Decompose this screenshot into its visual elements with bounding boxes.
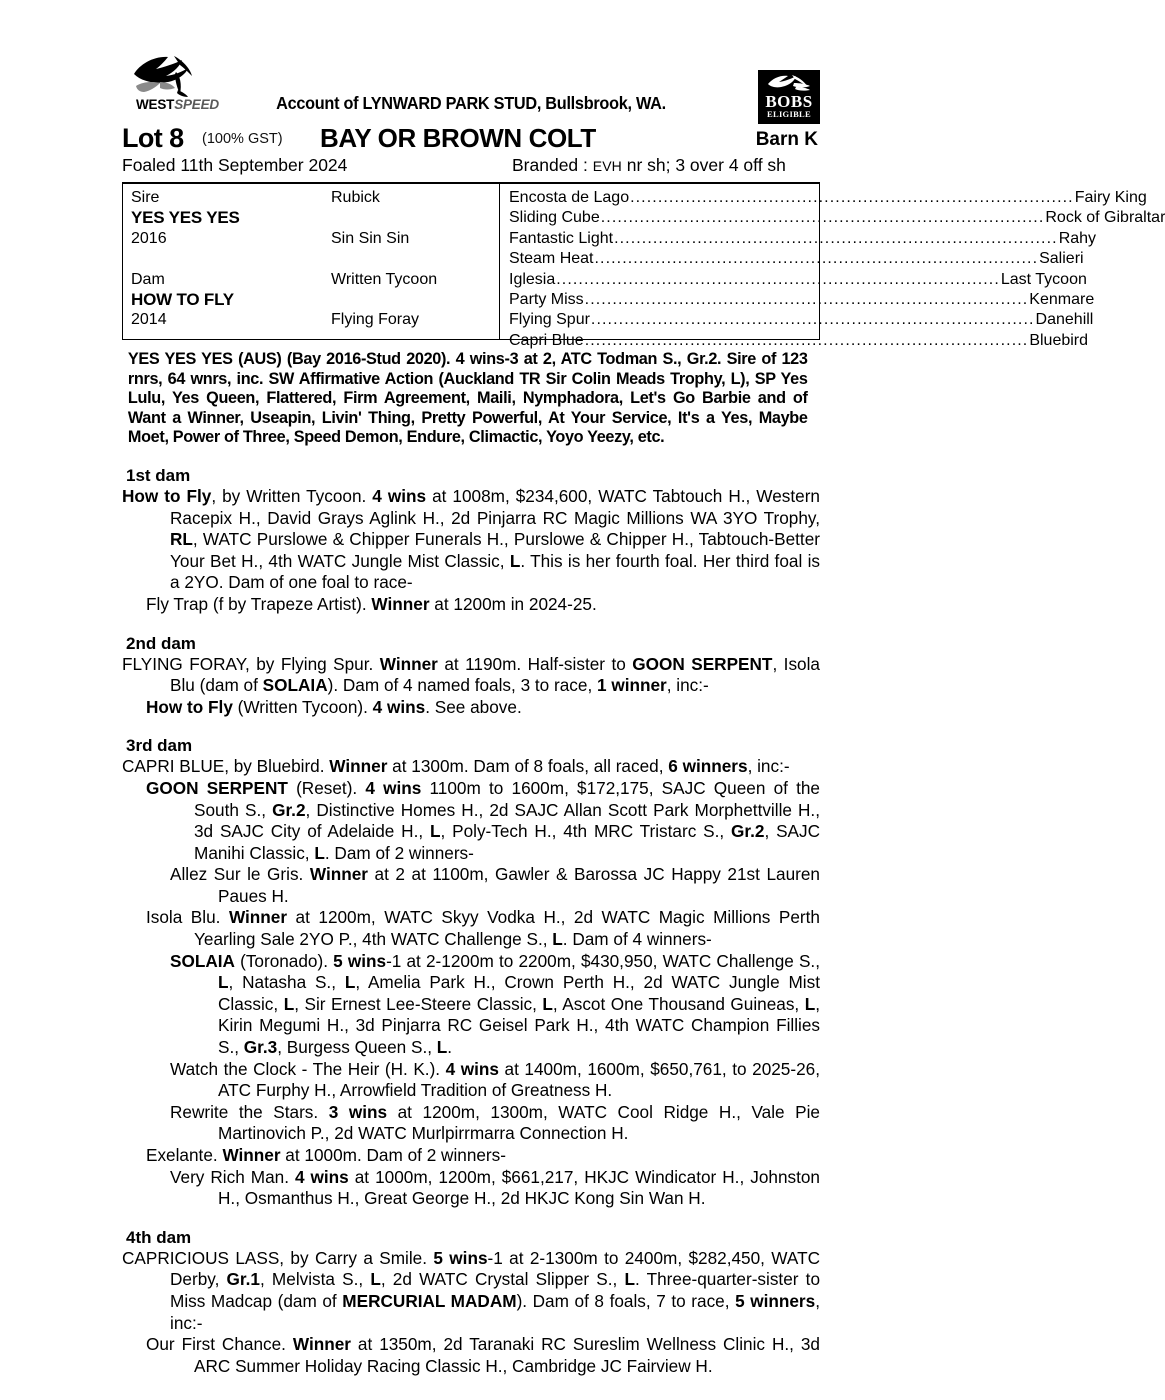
westspeed-word-speed: SPEED	[174, 97, 219, 112]
great-grandparent-dam: Kenmare	[1029, 290, 1095, 308]
lot-number: Lot 8	[122, 123, 184, 153]
pedigree-entry: CAPRI BLUE, by Bluebird. Winner at 1300m. Dam of 8 foals, all raced, 6 winners, inc:-	[122, 756, 790, 777]
page-header	[122, 52, 820, 124]
great-grandparent-sire: Fantastic Light	[509, 229, 614, 247]
great-grandparent-sire: Iglesia	[509, 270, 556, 288]
sire-sire: Rubick	[331, 189, 380, 206]
dam-section-heading: 2nd dam	[126, 633, 196, 653]
pedigree-spacer-4	[331, 249, 501, 269]
dot-leader: ................................................................................	[556, 270, 1000, 288]
pedigree-entry: SOLAIA (Toronado). 5 wins-1 at 2-1200m to 2200m, $430,950, WATC Challenge S., L, Natasha S., L, Amelia Park H., Crown Perth H., 2d WATC Jungle Mist Classic, L, Sir Ernest Lee-Steere Classic, L, Ascot One Thousand Guineas, L, Kirin Megumi H., 3d Pinjarra RC Geisel Park H., 4th WATC Champion Fillies S., Gr.3, Burgess Queen S., L.	[170, 950, 820, 1058]
great-grandparent-dam: Last Tycoon	[1000, 270, 1087, 288]
great-grandparent-dam: Fairy King	[1074, 189, 1147, 206]
account-line: Account of LYNWARD PARK STUD, Bullsbrook, WA.	[276, 93, 666, 113]
great-grandparent-sire: Steam Heat	[509, 250, 594, 268]
sire-year: 2016	[131, 229, 167, 247]
pedigree-entry: How to Fly (Written Tycoon). 4 wins. See above.	[146, 696, 522, 717]
branded-prefix: Branded :	[512, 155, 593, 175]
dam-name: HOW TO FLY	[131, 289, 234, 309]
great-grandparent-dam: Rock of Gibraltar	[1045, 209, 1165, 227]
pedigree-spacer-2	[131, 331, 331, 351]
pedigree-great-grandparent-row	[509, 208, 1165, 228]
bobs-eligible-label: ELIGIBLE	[767, 109, 811, 119]
pedigree-entry: Watch the Clock - The Heir (H. K.). 4 wins at 1400m, 1600m, $650,761, to 2025-26, ATC Furphy H., Arrowfield Tradition of Greatness H.	[170, 1058, 820, 1101]
pedigree-column-great-grandparents	[509, 188, 1165, 351]
foaled-date: Foaled 11th September 2024	[122, 155, 348, 175]
pedigree-great-grandparent-row	[509, 290, 1095, 310]
great-grandparent-sire: Sliding Cube	[509, 209, 600, 227]
great-grandparent-dam: Bluebird	[1029, 331, 1089, 349]
colour-and-sex: BAY OR BROWN COLT	[320, 123, 596, 153]
branded-rest: nr sh; 3 over 4 off sh	[621, 155, 786, 175]
pedigree-entry: CAPRICIOUS LASS, by Carry a Smile. 5 wins-1 at 2-1300m to 2400m, $282,450, WATC Derby, Gr.1, Melvista S., L, 2d WATC Crystal Slipper S., L. Three-quarter-sister to Miss Madcap (dam of MERCURIAL MADAM). Dam of 8 foals, 7 to race, 5 winners, inc:-	[122, 1247, 821, 1333]
pedigree-entry: Exelante. Winner at 1000m. Dam of 2 winners-	[146, 1145, 506, 1165]
pedigree-spacer-1	[131, 249, 331, 269]
catalogue-sheet	[122, 52, 1165, 1377]
pedigree-table	[122, 182, 1165, 349]
sire-summary-paragraph: YES YES YES (AUS) (Bay 2016-Stud 2020). 4 wins-3 at 2, ATC Todman S., Gr.2. Sire of 123 rnrs, 64 wnrs, inc. SW Affirmative Action (Auckland TR Sir Colin Meads Trophy, L), SP Yes Lulu, Yes Queen, Flattered, Firm Agreement, Maili, Nymphadora, Let's Go Barbie and of Want a Winner, Useapin, Livin' Thing, Pretty Powerful, At Your Service, It's a Yes, Maybe Moet, Power of Three, Speed Demon, Endure, Climactic, Yoyo Yeezy, etc.	[127, 350, 808, 447]
pedigree-column-grandparents	[331, 188, 501, 351]
pedigree-entry: FLYING FORAY, by Flying Spur. Winner at 1190m. Half-sister to GOON SERPENT, Isola Blu (dam of SOLAIA). Dam of 4 named foals, 3 to race, 1 winner, inc:-	[122, 653, 820, 696]
pedigree-entry: Very Rich Man. 4 wins at 1000m, 1200m, $661,217, HKJC Windicator H., Johnston H., Osmanthus H., Great George H., 2d HKJC Kong Sin Wan H.	[170, 1166, 820, 1209]
pedigree-great-grandparent-row	[509, 249, 1084, 269]
pedigree-spacer-6	[331, 331, 501, 351]
bobs-label: BOBS	[765, 92, 813, 111]
pedigree-entry: Fly Trap (f by Trapeze Artist). Winner at 1200m in 2024-25.	[146, 593, 597, 614]
bobs-eligible-badge	[758, 70, 820, 124]
dam-dam: Flying Foray	[331, 311, 420, 329]
great-grandparent-sire: Flying Spur	[509, 311, 590, 329]
pedigree-great-grandparent-row	[509, 331, 1089, 351]
great-grandparent-sire: Capri Blue	[509, 331, 584, 349]
great-grandparent-dam: Rahy	[1058, 229, 1097, 247]
pedigree-spacer-3	[331, 208, 501, 228]
great-grandparent-dam: Salieri	[1039, 250, 1084, 268]
westspeed-word-west: WEST	[136, 97, 175, 112]
great-grandparent-dam: Danehill	[1035, 311, 1094, 329]
dam-label: Dam	[131, 270, 165, 288]
dam-year: 2014	[131, 311, 167, 329]
sire-name: YES YES YES	[131, 208, 240, 228]
dot-leader: ................................................................................	[584, 290, 1029, 308]
dot-leader: ................................................................................	[590, 311, 1035, 329]
pedigree-great-grandparent-row	[509, 229, 1097, 249]
pedigree-entry: Allez Sur le Gris. Winner at 2 at 1100m, Gawler & Barossa JC Happy 21st Lauren Paues H.	[170, 864, 820, 906]
great-grandparent-sire: Party Miss	[509, 290, 584, 308]
barn-label: Barn K	[755, 129, 818, 150]
pedigree-entry: How to Fly, by Written Tycoon. 4 wins at 1008m, $234,600, WATC Tabtouch H., Western Racepix H., David Grays Aglink H., 2d Pinjarra RC Magic Millions WA 3YO Trophy, RL, WATC Purslowe & Chipper Funerals H., Purslowe & Chipper H., Tabtouch-Better Your Bet H., 4th WATC Jungle Mist Classic, L. This is her fourth foal. Her third foal is a 2YO. Dam of one foal to race-	[122, 485, 820, 593]
gst-note: (100% GST)	[202, 131, 283, 147]
dot-leader: ................................................................................	[584, 331, 1029, 349]
pedigree-entry: Isola Blu. Winner at 1200m, WATC Skyy Vodka H., 2d WATC Magic Millions Perth Yearling Sale 2YO P., 4th WATC Challenge S., L. Dam of 4 winners-	[146, 907, 820, 950]
pedigree-column-parents	[131, 188, 331, 351]
dam-section-heading: 3rd dam	[126, 736, 193, 756]
pedigree-dam-sections	[122, 466, 820, 1377]
dot-leader: ................................................................................	[630, 189, 1074, 206]
pedigree-entry: Rewrite the Stars. 3 wins at 1200m, 1300m, WATC Cool Ridge H., Vale Pie Martinovich P., 2d WATC Murlpirrmarra Connection H.	[170, 1101, 820, 1144]
pedigree-great-grandparent-row	[509, 310, 1094, 330]
pedigree-entry: Our First Chance. Winner at 1350m, 2d Taranaki RC Sureslim Wellness Clinic H., 3d ARC Summer Holiday Racing Classic H., Cambridge JC Fairview H.	[146, 1334, 820, 1376]
branded-description	[512, 155, 786, 176]
dot-leader: ................................................................................	[594, 250, 1039, 268]
sire-label: Sire	[131, 189, 160, 206]
pedigree-great-grandparent-row	[509, 188, 1147, 208]
dam-sire: Written Tycoon	[331, 270, 438, 288]
bobs-horse-icon	[766, 73, 812, 93]
great-grandparent-sire: Encosta de Lago	[509, 189, 630, 206]
dot-leader: ................................................................................	[614, 229, 1058, 247]
dot-leader: ................................................................................	[600, 209, 1045, 227]
dam-section-heading: 1st dam	[126, 465, 191, 485]
lot-heading-row	[122, 125, 820, 155]
branded-brand-code: EVH	[592, 158, 622, 174]
dam-section-heading: 4th dam	[126, 1227, 192, 1247]
sire-dam: Sin Sin Sin	[331, 229, 410, 247]
pedigree-entry: GOON SERPENT (Reset). 4 wins 1100m to 1600m, $172,175, SAJC Queen of the South S., Gr.2, Distinctive Homes H., 2d SAJC Allan Scott Park Morphettville H., 3d SAJC City of Adelaide H., L, Poly-Tech H., 4th MRC Tristarc S., Gr.2, SAJC Manihi Classic, L. Dam of 2 winners-	[146, 777, 821, 863]
foaled-row	[122, 155, 820, 179]
pedigree-great-grandparent-row	[509, 270, 1087, 290]
pedigree-spacer-5	[331, 290, 501, 310]
